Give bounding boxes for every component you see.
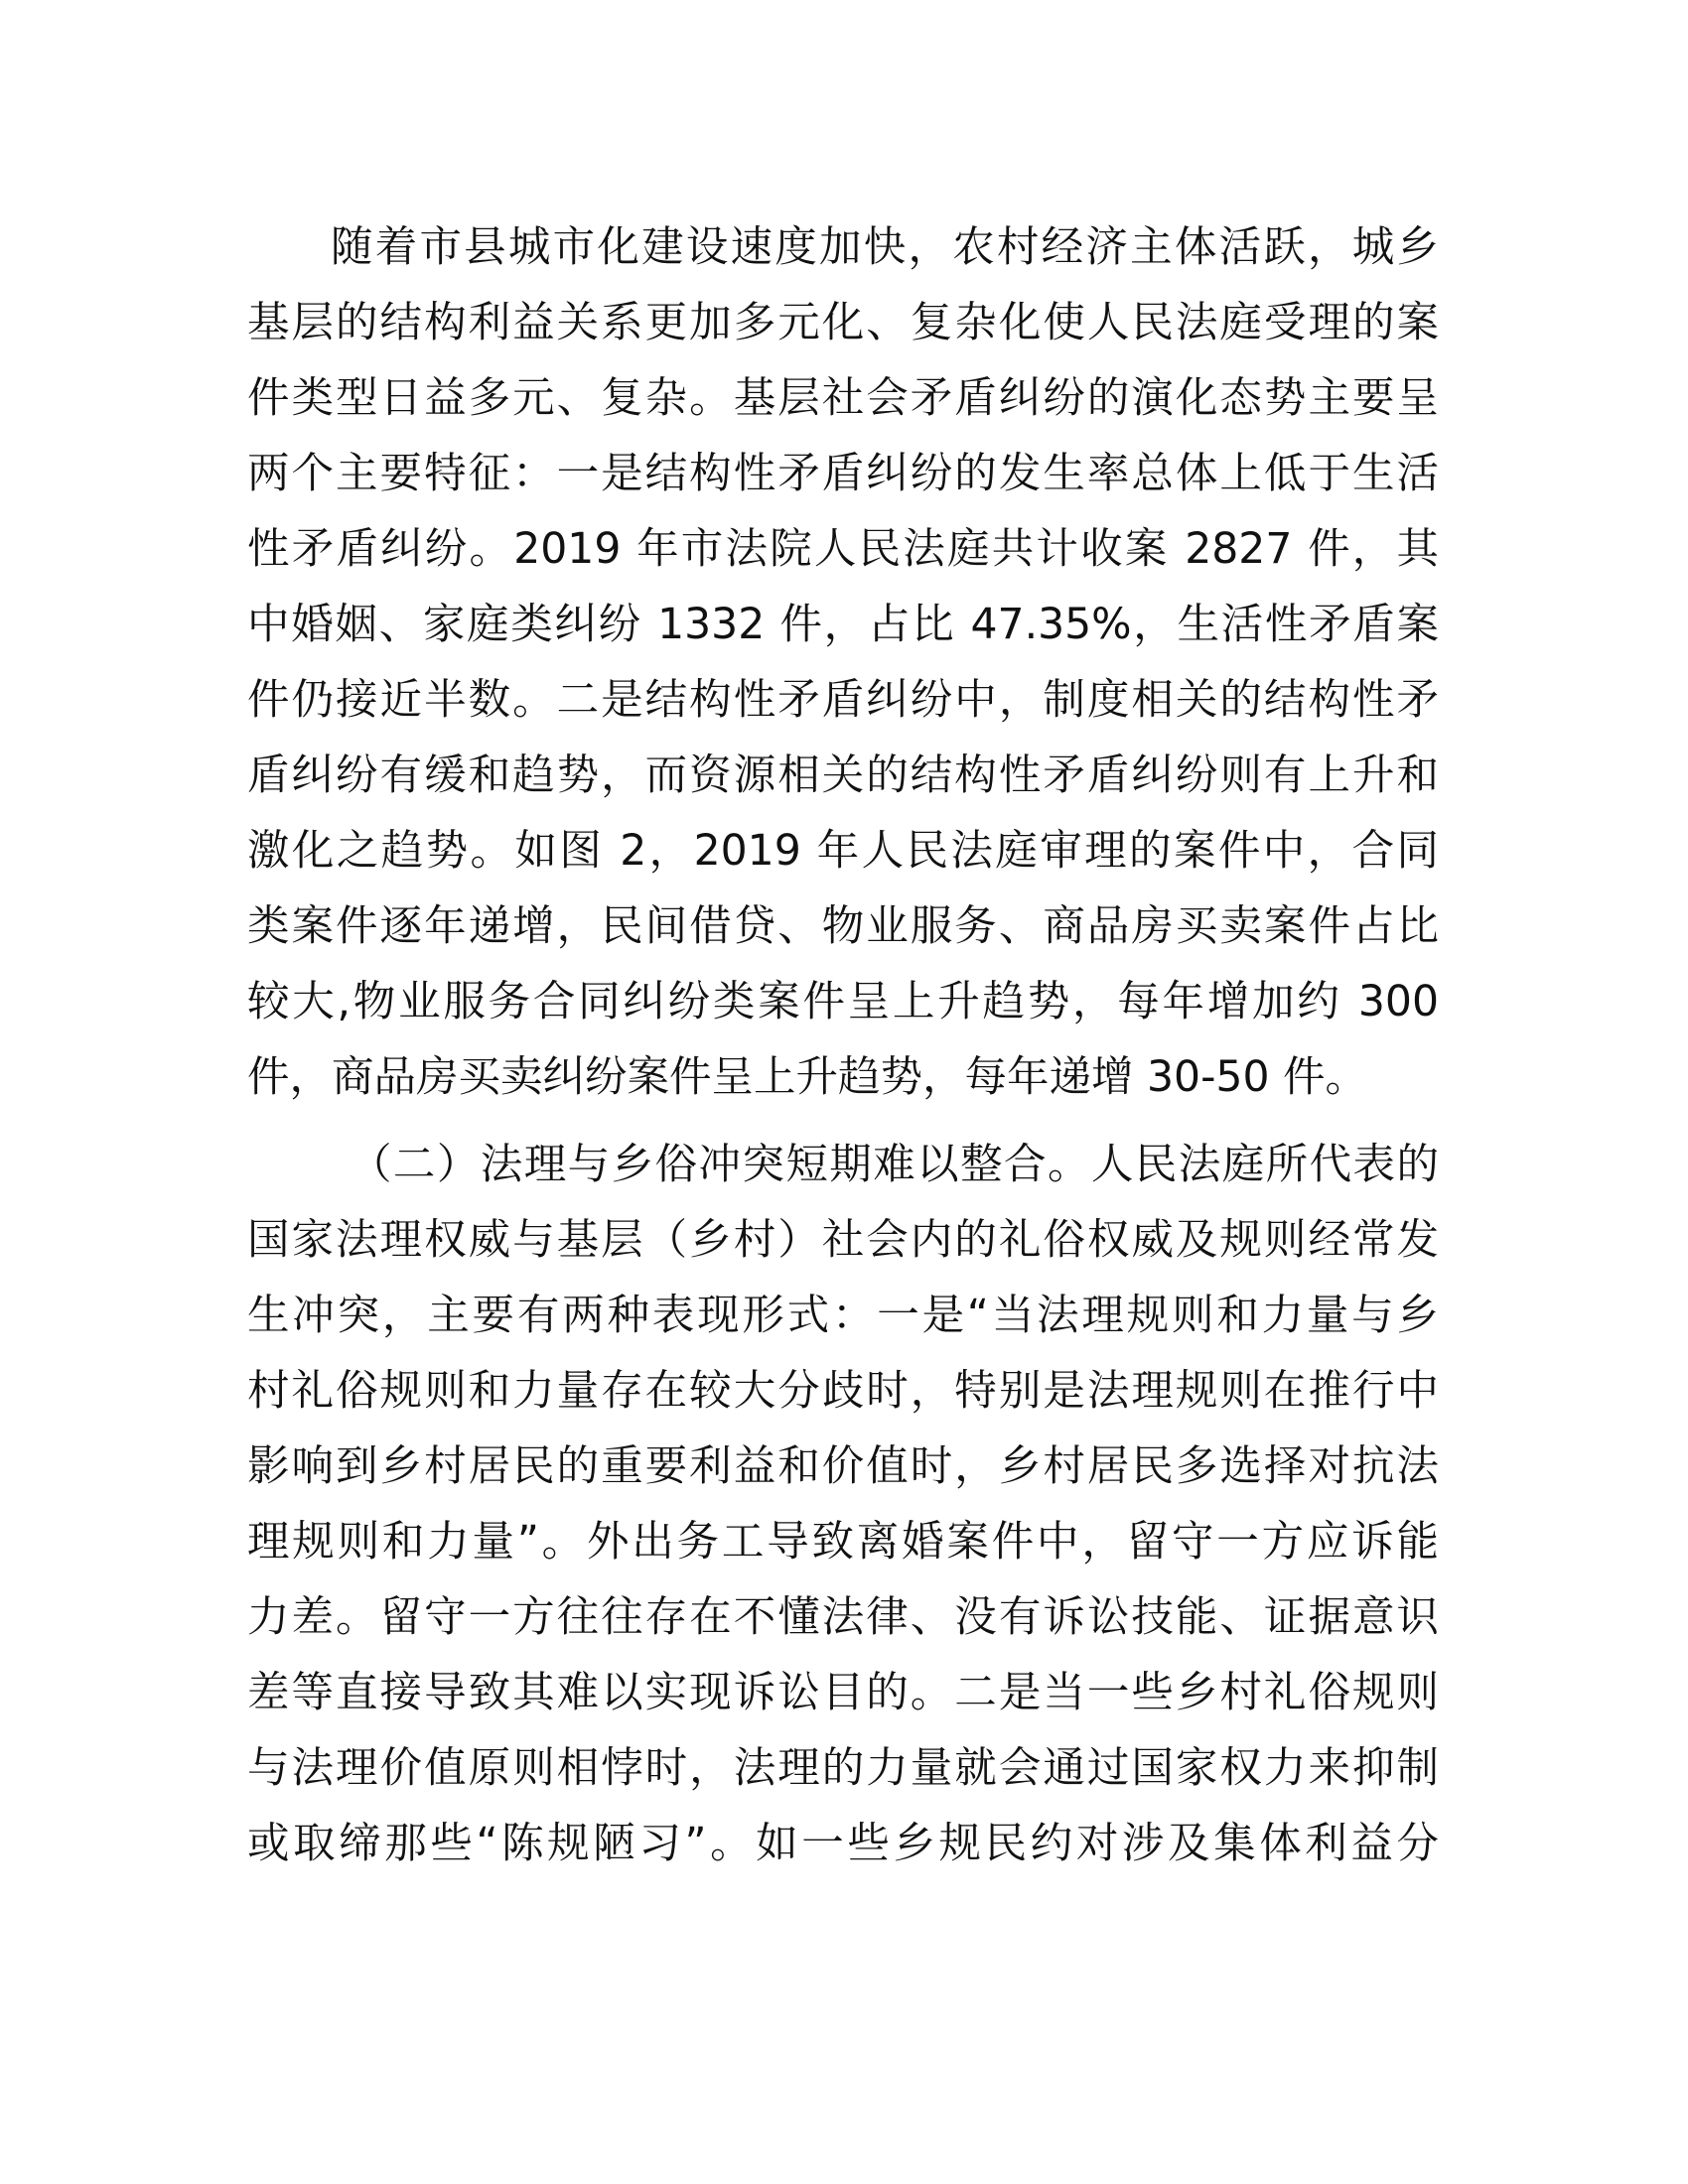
paragraph-1-line-8: 盾纠纷有缓和趋势，而资源相关的结构性矛盾纠纷则有上升和 <box>247 751 1439 800</box>
paragraph-1-line-1: 随着市县城市化建设速度加快，农村经济主体活跃，城乡 <box>331 223 1439 272</box>
paragraph-2-line-10: 或取缔那些“陈规陋习”。如一些乡规民约对涉及集体利益分 <box>247 1820 1439 1868</box>
paragraph-2-line-5: 影响到乡村居民的重要利益和价值时，乡村居民多选择对抗法 <box>247 1442 1439 1491</box>
paragraph-1-line-9: 激化之趋势。如图 2，2019 年人民法庭审理的案件中，合同 <box>247 827 1439 876</box>
paragraph-2-line-4: 村礼俗规则和力量存在较大分歧时，特别是法理规则在推行中 <box>247 1367 1439 1416</box>
paragraph-2-line-9: 与法理价值原则相悖时，法理的力量就会通过国家权力来抑制 <box>247 1744 1439 1793</box>
paragraph-1-line-5: 性矛盾纠纷。2019 年市法院人民法庭共计收案 2827 件，其 <box>247 525 1439 574</box>
paragraph-1-line-12: 件，商品房买卖纠纷案件呈上升趋势，每年递增 30-50 件。 <box>247 1053 1368 1102</box>
paragraph-1-line-3: 件类型日益多元、复杂。基层社会矛盾纠纷的演化态势主要呈 <box>247 374 1439 423</box>
paragraph-1-line-6: 中婚姻、家庭类纠纷 1332 件，占比 47.35%，生活性矛盾案 <box>247 601 1439 649</box>
paragraph-1-line-2: 基层的结构利益关系更加多元化、复杂化使人民法庭受理的案 <box>247 299 1439 347</box>
paragraph-2-line-1: （二）法理与乡俗冲突短期难以整合。人民法庭所代表的 <box>350 1141 1439 1189</box>
paragraph-1-line-11: 较大,物业服务合同纠纷类案件呈上升趋势，每年增加约 300 <box>247 978 1439 1026</box>
paragraph-1-line-4: 两个主要特征：一是结构性矛盾纠纷的发生率总体上低于生活 <box>247 450 1439 498</box>
paragraph-1-line-7: 件仍接近半数。二是结构性矛盾纠纷中，制度相关的结构性矛 <box>247 676 1439 725</box>
paragraph-2-line-8: 差等直接导致其难以实现诉讼目的。二是当一些乡村礼俗规则 <box>247 1669 1439 1717</box>
paragraph-1-line-10: 类案件逐年递增，民间借贷、物业服务、商品房买卖案件占比 <box>247 902 1439 951</box>
paragraph-2-line-7: 力差。留守一方往往存在不懂法律、没有诉讼技能、证据意识 <box>247 1593 1439 1642</box>
paragraph-2-line-6: 理规则和力量”。外出务工导致离婚案件中，留守一方应诉能 <box>247 1518 1439 1567</box>
paragraph-2-line-2: 国家法理权威与基层（乡村）社会内的礼俗权威及规则经常发 <box>247 1216 1439 1265</box>
paragraph-2-line-3: 生冲突，主要有两种表现形式：一是“当法理规则和力量与乡 <box>247 1292 1439 1340</box>
